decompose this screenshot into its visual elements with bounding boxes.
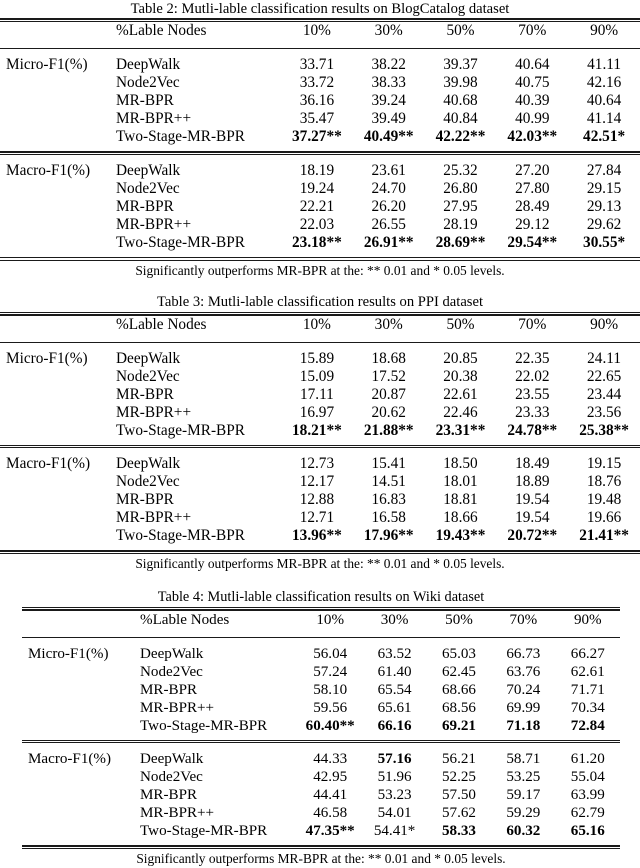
result-value: 18.76 <box>586 473 622 491</box>
result-value: 27.20 <box>515 161 550 179</box>
result-value: 57.16 <box>377 751 412 768</box>
result-value: 52.25 <box>441 769 476 786</box>
result-value: 19.48 <box>586 491 622 509</box>
result-value: 65.16 <box>570 823 605 840</box>
result-value: 59.17 <box>506 787 541 804</box>
result-value: 65.61 <box>377 699 412 716</box>
result-value: 15.41 <box>371 455 406 473</box>
result-value: 68.56 <box>441 699 476 716</box>
result-value: 47.35** <box>305 823 355 840</box>
result-value: 22.35 <box>515 349 550 367</box>
result-value: 40.39 <box>515 92 550 110</box>
result-value: 58.33 <box>441 823 476 840</box>
result-value: 20.62 <box>371 403 406 421</box>
result-value: 23.56 <box>586 403 622 421</box>
result-value: 23.61 <box>371 161 406 179</box>
result-value: 36.16 <box>299 92 335 110</box>
result-value: 22.65 <box>586 367 622 385</box>
method-name: Node2Vec <box>116 473 180 491</box>
result-value: 40.99 <box>515 110 550 128</box>
result-value: 51.96 <box>377 769 412 786</box>
result-value: 20.38 <box>443 367 478 385</box>
result-value: 19.15 <box>586 455 622 473</box>
result-value: 42.03** <box>507 128 558 146</box>
result-value: 17.52 <box>371 367 406 385</box>
method-name: DeepWalk <box>116 455 181 473</box>
result-value: 40.49** <box>363 128 414 146</box>
results-grid <box>22 611 620 846</box>
result-value: 24.70 <box>371 179 406 197</box>
column-header: 90% <box>590 22 619 40</box>
result-value: 71.18 <box>506 717 541 734</box>
column-header: 30% <box>374 315 403 333</box>
result-value: 28.69** <box>435 233 486 251</box>
table-footnote: Significantly outperforms MR-BPR at the: ** 0.01 and * 0.05 levels. <box>135 262 505 278</box>
table-gap <box>0 279 640 293</box>
metric-label: Micro-F1(%) <box>28 645 109 662</box>
table-top-rule <box>0 312 640 316</box>
result-value: 40.84 <box>443 110 478 128</box>
result-value: 72.84 <box>570 717 605 734</box>
result-value: 23.33 <box>515 403 550 421</box>
result-value: 62.79 <box>570 805 605 822</box>
result-value: 39.37 <box>443 56 478 74</box>
result-value: 54.01 <box>377 805 412 822</box>
result-value: 18.68 <box>371 349 406 367</box>
method-name: MR-BPR++ <box>116 215 192 233</box>
table-header-row <box>22 611 620 629</box>
results-table <box>0 589 640 868</box>
result-value: 26.80 <box>443 179 478 197</box>
results-grid <box>0 316 640 551</box>
column-header: 70% <box>518 315 547 333</box>
result-value: 12.73 <box>299 455 335 473</box>
result-value: 59.29 <box>506 805 541 822</box>
result-value: 20.72** <box>507 527 558 545</box>
result-value: 68.66 <box>441 681 476 698</box>
method-name: Node2Vec <box>116 74 180 92</box>
result-value: 57.62 <box>441 805 476 822</box>
result-value: 18.01 <box>443 473 478 491</box>
result-value: 40.75 <box>515 74 550 92</box>
result-value: 55.04 <box>570 769 605 786</box>
table-bottom-rule <box>0 550 640 554</box>
result-value: 19.54 <box>515 491 550 509</box>
result-value: 19.66 <box>586 509 622 527</box>
result-value: 29.12 <box>515 215 550 233</box>
method-name: Two-Stage-MR-BPR <box>116 421 245 439</box>
method-name: MR-BPR <box>116 385 174 403</box>
metric-label: Micro-F1(%) <box>6 349 88 367</box>
table-caption: Table 4: Mutli-lable classification results on Wiki dataset <box>157 588 485 605</box>
result-value: 17.11 <box>299 385 334 403</box>
result-value: 56.04 <box>313 645 348 662</box>
column-header: 50% <box>445 611 473 628</box>
result-value: 42.16 <box>586 74 622 92</box>
result-value: 66.73 <box>506 645 541 662</box>
method-name: Node2Vec <box>140 663 203 680</box>
result-value: 66.27 <box>570 645 605 662</box>
result-value: 26.91** <box>363 233 414 251</box>
method-name: MR-BPR++ <box>140 805 215 822</box>
result-value: 27.95 <box>443 197 478 215</box>
result-value: 29.15 <box>586 179 622 197</box>
table-top-rule <box>22 607 620 611</box>
table-row <box>0 56 640 74</box>
method-name: MR-BPR <box>116 491 174 509</box>
result-value: 29.54** <box>507 233 558 251</box>
result-value: 65.03 <box>441 645 476 662</box>
table-row <box>0 350 640 368</box>
result-value: 18.81 <box>443 491 478 509</box>
result-value: 54.41* <box>373 823 416 840</box>
block-separator-rule <box>22 740 620 744</box>
metric-label: Macro-F1(%) <box>6 161 91 179</box>
result-value: 18.66 <box>443 509 478 527</box>
result-value: 70.24 <box>506 681 541 698</box>
result-value: 15.09 <box>299 367 335 385</box>
result-value: 21.41** <box>579 527 629 545</box>
result-value: 17.96** <box>363 527 414 545</box>
table-caption: Table 2: Mutli-lable classification results on BlogCatalog dataset <box>130 1 510 17</box>
result-value: 33.72 <box>299 74 335 92</box>
result-value: 33.71 <box>299 56 335 74</box>
method-name: Two-Stage-MR-BPR <box>116 233 245 251</box>
result-value: 44.41 <box>313 787 348 804</box>
table-bottom-rule <box>22 845 620 849</box>
column-header: 70% <box>518 22 547 40</box>
result-value: 60.40** <box>305 717 355 734</box>
result-value: 18.89 <box>515 473 550 491</box>
result-value: 41.14 <box>586 110 622 128</box>
result-value: 61.20 <box>570 751 605 768</box>
result-value: 63.99 <box>570 787 605 804</box>
result-value: 24.11 <box>587 349 622 367</box>
results-grid <box>0 22 640 257</box>
result-value: 59.56 <box>313 699 348 716</box>
result-value: 39.49 <box>371 110 406 128</box>
method-name: DeepWalk <box>116 56 181 74</box>
table-footnote: Significantly outperforms MR-BPR at the: ** 0.01 and * 0.05 levels. <box>135 556 505 572</box>
table-caption: Table 3: Mutli-lable classification results on PPI dataset <box>156 294 484 311</box>
table-row <box>0 162 640 180</box>
table-bottom-rule <box>0 257 640 261</box>
method-name: Two-Stage-MR-BPR <box>140 717 268 734</box>
results-table <box>0 0 640 279</box>
result-value: 21.88** <box>363 421 414 439</box>
table-gap <box>0 573 640 589</box>
method-name: MR-BPR <box>116 197 174 215</box>
result-value: 14.51 <box>371 473 406 491</box>
table-top-rule <box>0 18 640 22</box>
result-value: 65.54 <box>377 681 412 698</box>
method-name: DeepWalk <box>116 349 181 367</box>
result-value: 23.31** <box>435 421 486 439</box>
metric-label: Macro-F1(%) <box>6 455 91 473</box>
table-row <box>0 455 640 473</box>
result-value: 35.47 <box>299 110 335 128</box>
result-value: 26.55 <box>371 215 406 233</box>
header-label: %Lable Nodes <box>116 315 207 333</box>
method-name: MR-BPR++ <box>116 110 192 128</box>
result-value: 27.80 <box>515 179 550 197</box>
table-row <box>22 750 620 768</box>
result-value: 70.34 <box>570 699 605 716</box>
result-value: 71.71 <box>570 681 605 698</box>
result-value: 22.46 <box>443 403 478 421</box>
result-value: 19.24 <box>299 179 335 197</box>
result-value: 62.45 <box>441 663 476 680</box>
result-value: 19.43** <box>435 527 486 545</box>
result-value: 13.96** <box>292 527 342 545</box>
result-value: 27.84 <box>586 161 622 179</box>
result-value: 18.21** <box>292 421 342 439</box>
result-value: 24.78** <box>507 421 558 439</box>
column-header: 50% <box>446 315 475 333</box>
result-value: 16.83 <box>371 491 406 509</box>
block-separator-rule <box>0 445 640 449</box>
method-name: MR-BPR <box>140 681 198 698</box>
column-header: 90% <box>590 315 619 333</box>
result-value: 26.20 <box>371 197 406 215</box>
result-value: 62.61 <box>570 663 605 680</box>
column-header: 70% <box>509 611 538 628</box>
result-value: 69.21 <box>441 717 476 734</box>
result-value: 22.21 <box>299 197 335 215</box>
result-value: 58.71 <box>506 751 541 768</box>
method-name: Node2Vec <box>140 769 203 786</box>
column-header: 30% <box>380 611 409 628</box>
result-value: 16.97 <box>299 403 335 421</box>
result-value: 29.62 <box>586 215 622 233</box>
result-value: 40.64 <box>515 56 550 74</box>
result-value: 37.27** <box>292 128 342 146</box>
header-label: %Lable Nodes <box>116 22 207 40</box>
result-value: 58.10 <box>313 681 348 698</box>
result-value: 38.33 <box>371 74 406 92</box>
result-value: 63.52 <box>377 645 412 662</box>
result-value: 28.19 <box>443 215 478 233</box>
result-value: 57.24 <box>313 663 348 680</box>
result-value: 57.50 <box>441 787 476 804</box>
result-value: 42.51* <box>583 128 626 146</box>
result-value: 66.16 <box>377 717 412 734</box>
result-value: 29.13 <box>586 197 622 215</box>
result-value: 46.58 <box>313 805 348 822</box>
method-name: Two-Stage-MR-BPR <box>116 128 245 146</box>
method-name: Two-Stage-MR-BPR <box>116 527 245 545</box>
result-value: 15.89 <box>299 349 335 367</box>
method-name: MR-BPR++ <box>140 699 215 716</box>
method-name: DeepWalk <box>116 161 181 179</box>
method-name: Node2Vec <box>116 367 180 385</box>
result-value: 40.68 <box>443 92 478 110</box>
result-value: 18.19 <box>299 161 335 179</box>
result-value: 42.22** <box>435 128 486 146</box>
column-header: 10% <box>302 22 331 40</box>
result-value: 23.44 <box>586 385 622 403</box>
metric-label: Micro-F1(%) <box>6 56 88 74</box>
result-value: 25.38** <box>579 421 629 439</box>
result-value: 40.64 <box>586 92 622 110</box>
method-name: MR-BPR <box>116 92 174 110</box>
result-value: 12.71 <box>299 509 335 527</box>
result-value: 39.98 <box>443 74 478 92</box>
result-value: 28.49 <box>515 197 550 215</box>
result-value: 44.33 <box>313 751 348 768</box>
column-header: 50% <box>446 22 475 40</box>
result-value: 12.88 <box>299 491 335 509</box>
method-name: DeepWalk <box>140 645 204 662</box>
result-value: 23.55 <box>515 385 550 403</box>
column-header: 10% <box>316 611 345 628</box>
header-label: %Lable Nodes <box>140 611 230 628</box>
method-name: DeepWalk <box>140 751 204 768</box>
result-value: 22.02 <box>515 367 550 385</box>
results-table <box>0 293 640 572</box>
result-value: 30.55* <box>583 233 626 251</box>
result-value: 63.76 <box>506 663 541 680</box>
result-value: 41.11 <box>587 56 622 74</box>
result-value: 12.17 <box>299 473 335 491</box>
table-header-row <box>0 22 640 40</box>
method-name: Two-Stage-MR-BPR <box>140 823 268 840</box>
table-footnote: Significantly outperforms MR-BPR at the: ** 0.01 and * 0.05 levels. <box>136 851 506 867</box>
table-row <box>22 645 620 663</box>
metric-label: Macro-F1(%) <box>28 751 111 768</box>
result-value: 69.99 <box>506 699 541 716</box>
result-value: 38.22 <box>371 56 406 74</box>
column-header: 90% <box>573 611 602 628</box>
result-value: 20.87 <box>371 385 406 403</box>
result-value: 16.58 <box>371 509 406 527</box>
result-value: 22.61 <box>443 385 478 403</box>
result-value: 20.85 <box>443 349 478 367</box>
result-value: 23.18** <box>292 233 342 251</box>
result-value: 53.23 <box>377 787 412 804</box>
block-separator-rule <box>0 151 640 155</box>
result-value: 56.21 <box>441 751 476 768</box>
method-name: MR-BPR++ <box>116 403 192 421</box>
table-header-row <box>0 316 640 334</box>
result-value: 53.25 <box>506 769 541 786</box>
result-value: 18.50 <box>443 455 478 473</box>
result-value: 25.32 <box>443 161 478 179</box>
method-name: Node2Vec <box>116 179 180 197</box>
method-name: MR-BPR <box>140 787 198 804</box>
result-value: 39.24 <box>371 92 406 110</box>
result-value: 22.03 <box>299 215 335 233</box>
method-name: MR-BPR++ <box>116 509 192 527</box>
result-value: 42.95 <box>313 769 348 786</box>
result-value: 18.49 <box>515 455 550 473</box>
result-value: 60.32 <box>506 823 541 840</box>
result-value: 19.54 <box>515 509 550 527</box>
result-value: 61.40 <box>377 663 412 680</box>
column-header: 10% <box>302 315 331 333</box>
column-header: 30% <box>374 22 403 40</box>
